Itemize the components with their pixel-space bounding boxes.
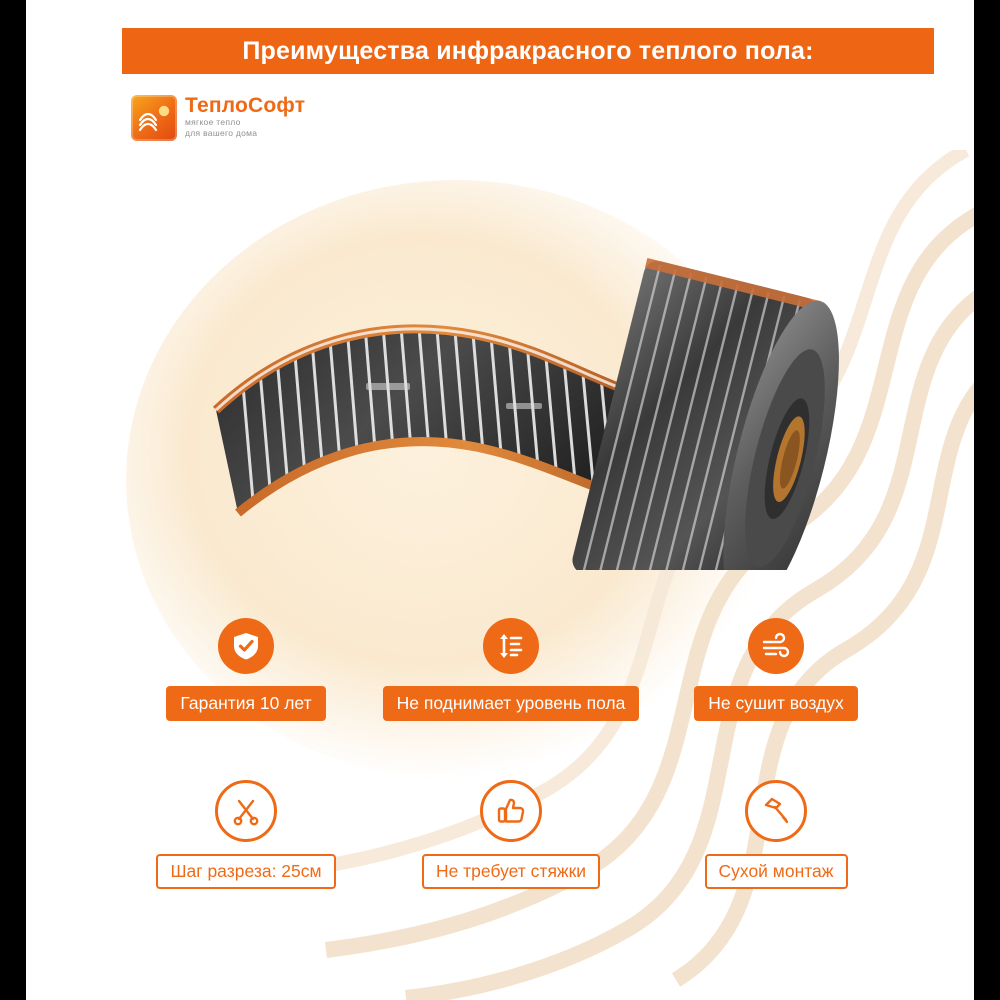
feature-cut-step	[116, 780, 376, 889]
shield-check-icon	[218, 618, 274, 674]
feature-dry-mount	[646, 780, 906, 889]
hammer-icon	[745, 780, 807, 842]
feature-dry-mount-label: Сухой монтаж	[705, 854, 848, 889]
feature-list	[116, 600, 906, 920]
height-arrows-icon	[483, 618, 539, 674]
feature-warranty-label: Гарантия 10 лет	[166, 686, 325, 721]
page-title: Преимущества инфракрасного теплого пола:	[242, 36, 814, 65]
feature-no-screed-label: Не требует стяжки	[422, 854, 600, 889]
feature-floor-level-label: Не поднимает уровень пола	[383, 686, 640, 721]
logo-text	[185, 95, 385, 139]
product-image	[176, 195, 876, 570]
feature-cut-step-label: Шаг разреза: 25см	[156, 854, 335, 889]
scissors-icon	[215, 780, 277, 842]
feature-floor-level	[381, 618, 641, 721]
logo-mark-icon	[131, 95, 177, 141]
thumbs-up-icon	[480, 780, 542, 842]
feature-warranty	[116, 618, 376, 721]
logo-name: ТеплоСофт	[185, 94, 306, 117]
header-banner	[122, 28, 934, 74]
promo-card	[26, 0, 974, 1000]
logo-tagline-line2: для вашего дома	[185, 128, 258, 138]
feature-air-humidity	[646, 618, 906, 721]
brand-logo	[131, 93, 391, 145]
feature-air-humidity-label: Не сушит воздух	[694, 686, 857, 721]
feature-no-screed	[381, 780, 641, 889]
logo-tagline-line1: мягкое тепло	[185, 117, 241, 127]
wind-icon	[748, 618, 804, 674]
